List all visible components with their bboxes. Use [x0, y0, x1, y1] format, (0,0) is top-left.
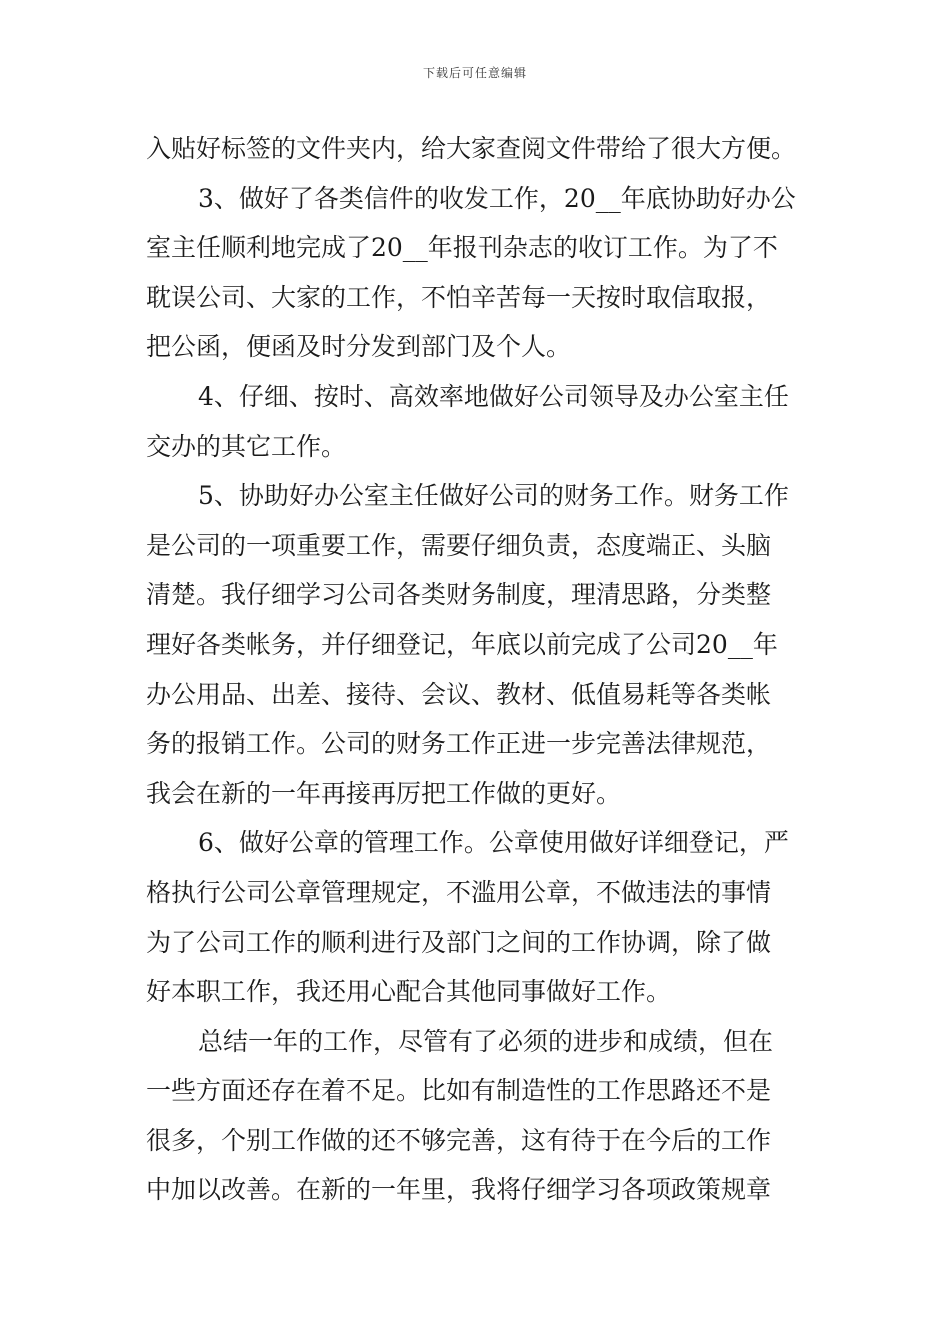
item-5-heading-line: 5、协助好办公室主任做好公司的财务工作。财务工作 [198, 481, 789, 511]
body-line: 耽误公司、大家的工作，不怕辛苦每一天按时取信取报， [146, 282, 772, 312]
summary-heading-line: 总结一年的工作，尽管有了必须的进步和成绩，但在 [198, 1026, 774, 1056]
body-line: 交办的其它工作。 [146, 431, 347, 461]
body-line: 很多，个别工作做的还不够完善，这有待于在今后的工作 [146, 1125, 772, 1155]
body-line: 好本职工作，我还用心配合其他同事做好工作。 [146, 977, 672, 1007]
item-4-heading-line: 4、仔细、按时、高效率地做好公司领导及办公室主任 [198, 381, 789, 411]
body-line: 理好各类帐务，并仔细登记，年底以前完成了公司20__年 [146, 629, 778, 659]
body-line: 中加以改善。在新的一年里，我将仔细学习各项政策规章 [146, 1175, 772, 1205]
body-line: 入贴好标签的文件夹内，给大家查阅文件带给了很大方便。 [146, 134, 797, 163]
body-line: 室主任顺利地完成了20__年报刊杂志的收订工作。为了不 [146, 233, 778, 263]
body-line: 一些方面还存在着不足。比如有制造性的工作思路还不是 [146, 1076, 772, 1106]
item-3-heading-line: 3、做好了各类信件的收发工作，20__年底协助好办公 [198, 183, 796, 213]
page-header: 下载后可任意编辑 [422, 66, 527, 80]
body-line: 格执行公司公章管理规定，不滥用公章，不做违法的事情 [146, 877, 772, 907]
body-line: 我会在新的一年再接再厉把工作做的更好。 [146, 778, 622, 808]
document-body [146, 124, 810, 1215]
body-line: 把公函，便函及时分发到部门及个人。 [146, 332, 572, 362]
body-line: 务的报销工作。公司的财务工作正进一步完善法律规范， [146, 729, 772, 759]
body-line: 为了公司工作的顺利进行及部门之间的工作协调，除了做 [146, 927, 772, 957]
body-line: 办公用品、出差、接待、会议、教材、低值易耗等各类帐 [146, 679, 772, 709]
item-6-heading-line: 6、做好公章的管理工作。公章使用做好详细登记，严 [198, 828, 789, 858]
body-line: 是公司的一项重要工作，需要仔细负责，态度端正、头脑 [146, 530, 772, 560]
body-line: 清楚。我仔细学习公司各类财务制度，理清思路，分类整 [146, 580, 772, 610]
